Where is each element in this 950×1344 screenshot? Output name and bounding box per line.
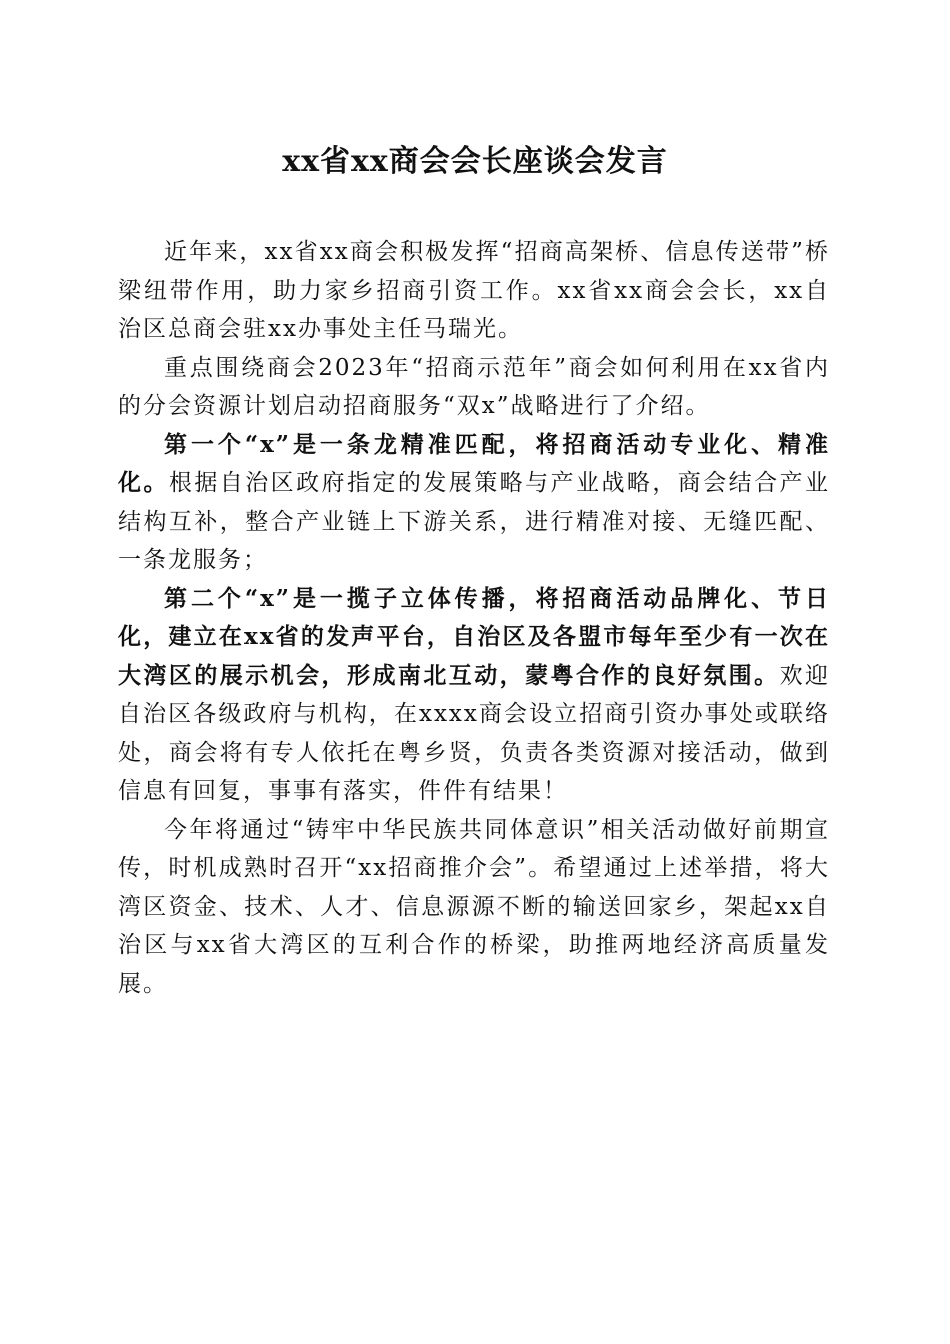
paragraph-intro-text: 近年来，xx省xx商会积极发挥“招商高架桥、信息传送带”桥梁纽带作用，助力家乡招商引资工作。xx省xx商会会长，xx自治区总商会驻xx办事处主任马瑞光。 — [118, 239, 830, 342]
document-title: xx省xx商会会长座谈会发言 — [282, 144, 668, 179]
paragraph-focus — [118, 349, 830, 426]
paragraph-first-x — [118, 426, 830, 580]
first-x-detail-text: 根据自治区政府指定的发展策略与产业战略，商会结合产业结构互补，整合产业链上下游关系，进行精准对接、无缝匹配、一条龙服务； — [118, 470, 831, 573]
paragraph-focus-text: 重点围绕商会2023年“招商示范年”商会如何利用在xx省内的分会资源计划启动招商服务“双x”战略进行了介绍。 — [118, 354, 830, 419]
document-body — [118, 233, 830, 1003]
second-x-lead-text: 第二个“x”是一揽子立体传播，将招商活动品牌化、节日化，建立在xx省的发声平台，自治区及各盟市每年至少有一次在大湾区的展示机会，形成南北互动，蒙粤合作的良好氛围。 — [118, 584, 830, 689]
paragraph-outlook-text: 今年将通过“铸牢中华民族共同体意识”相关活动做好前期宣传，时机成熟时召开“xx招商推介会”。希望通过上述举措，将大湾区资金、技术、人才、信息源源不断的输送回家乡，架起xx自治区与xx省大湾区的互利合作的桥梁，助推两地经济高质量发展。 — [118, 816, 830, 997]
paragraph-second-x — [118, 580, 830, 811]
second-x-detail-text: 欢迎自治区各级政府与机构，在xxxx商会设立招商引资办事处或联络处，商会将有专人依托在粤乡贤，负责各类资源对接活动，做到信息有回复，事事有落实，件件有结果！ — [118, 662, 831, 804]
first-x-lead-text: 第一个“x”是一条龙精准匹配，将招商活动专业化、精准化。 — [118, 430, 830, 496]
paragraph-intro — [118, 233, 830, 349]
paragraph-outlook — [118, 811, 830, 1004]
